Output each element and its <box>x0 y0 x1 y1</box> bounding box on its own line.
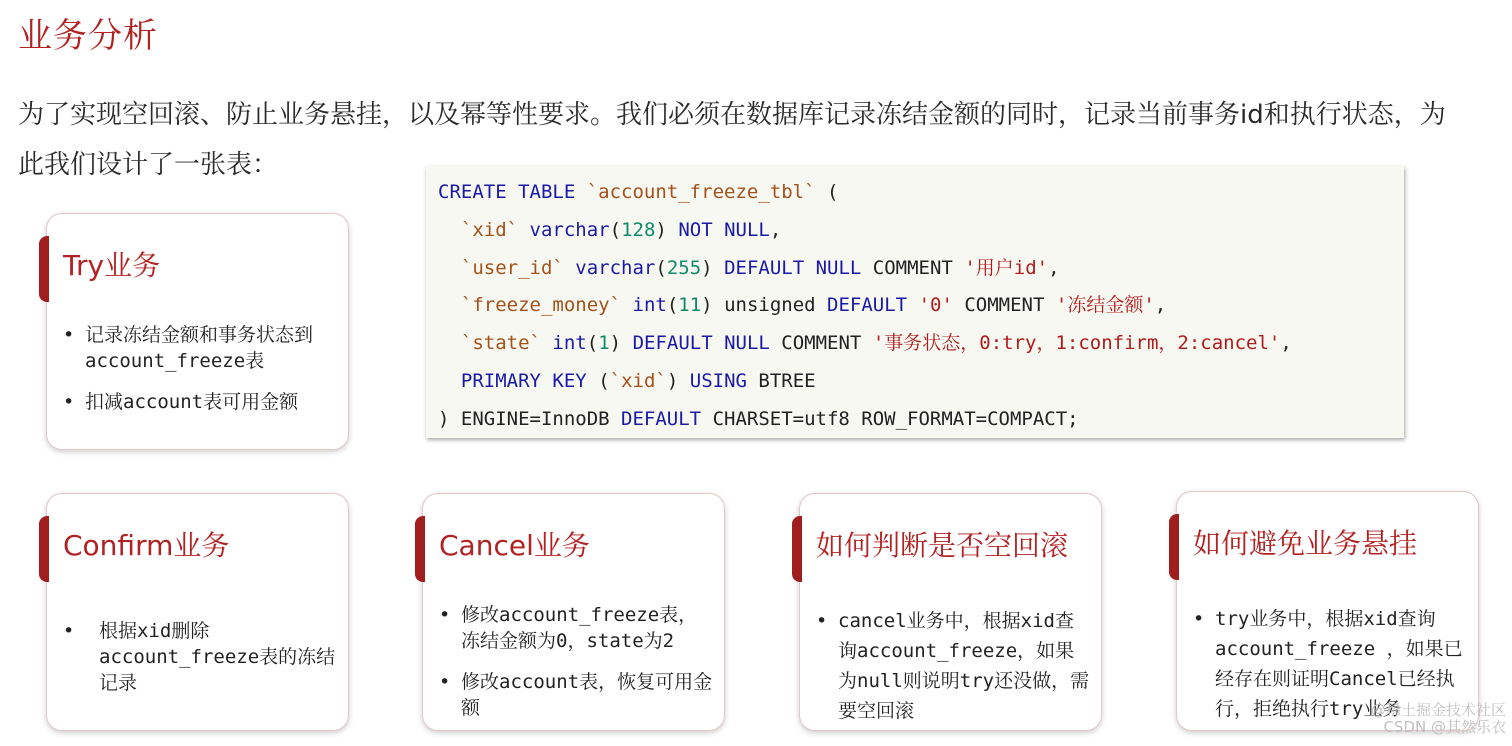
watermark-line-1: @稀土掘金技术社区 <box>1370 701 1506 719</box>
code-keyword: varchar <box>575 256 656 279</box>
code-identifier: `xid` <box>460 218 519 241</box>
card-accent-bar <box>39 236 49 302</box>
list-item: • 修改account_freeze表，冻结金额为0，state为2 <box>439 604 698 652</box>
code-number: 128 <box>621 218 656 241</box>
code-text: CHARSET=utf8 ROW_FORMAT=COMPACT; <box>712 407 1079 430</box>
card-confirm <box>46 493 349 731</box>
card-cancel <box>422 493 725 731</box>
code-text: COMMENT <box>964 294 1045 317</box>
code-line-2: `xid` varchar(128) NOT NULL, <box>460 218 782 241</box>
list-item: • 根据xid删除account_freeze表的冻结记录 <box>63 620 336 694</box>
card-title: 如何避免业务悬挂 <box>1193 527 1418 560</box>
card-list <box>814 606 1091 741</box>
card-title: 如何判断是否空回滚 <box>816 529 1069 562</box>
watermark-line-2: CSDN @其然乐衣 <box>1383 718 1506 736</box>
code-identifier: `state` <box>460 332 541 355</box>
code-line-4: `freeze_money` int(11) unsigned DEFAULT '0' COMMENT '冻结金额', <box>460 294 1167 317</box>
code-keyword: varchar <box>529 218 610 241</box>
page-title: 业务分析 <box>18 16 158 56</box>
code-keyword: DEFAULT <box>621 407 702 430</box>
code-identifier: `account_freeze_tbl` <box>586 181 816 203</box>
code-text: ) ENGINE=InnoDB <box>438 407 610 430</box>
code-keyword: NOT NULL <box>678 218 770 241</box>
code-keyword: USING <box>689 369 747 392</box>
card-list <box>437 602 714 736</box>
bullet-icon: • <box>439 604 451 626</box>
code-text: COMMENT <box>781 332 862 355</box>
code-text: COMMENT <box>872 256 953 279</box>
list-item: • 扣减account表可用金额 <box>63 391 299 413</box>
code-text: ( <box>815 181 839 203</box>
card-title: Cancel业务 <box>439 529 590 562</box>
code-text: BTREE <box>758 369 816 392</box>
code-keyword: PRIMARY KEY <box>460 369 587 392</box>
bullet-icon: • <box>816 610 828 632</box>
code-keyword: int <box>632 294 667 317</box>
code-keyword: DEFAULT NULL <box>632 332 770 355</box>
code-line-3: `user_id` varchar(255) DEFAULT NULL COMMENT '用户id', <box>460 256 1060 279</box>
bullet-icon: • <box>63 324 75 346</box>
card-accent-bar <box>1169 514 1179 580</box>
code-keyword: CREATE TABLE <box>438 181 576 203</box>
code-line-5: `state` int(1) DEFAULT NULL COMMENT '事务状态，0:try，1:confirm，2:cancel', <box>460 332 1292 355</box>
card-empty-rollback <box>799 493 1102 731</box>
bullet-icon: • <box>63 620 75 642</box>
bullet-icon: • <box>63 391 75 413</box>
code-number: 1 <box>598 332 610 355</box>
card-accent-bar <box>415 516 425 582</box>
code-identifier: `user_id` <box>460 256 564 279</box>
code-number: 255 <box>666 256 702 279</box>
list-item: • 记录冻结金额和事务状态到account_freeze表 <box>63 324 314 372</box>
code-text: unsigned <box>724 294 816 317</box>
bullet-icon: • <box>1193 608 1205 630</box>
code-keyword: DEFAULT <box>827 294 908 317</box>
code-keyword: DEFAULT NULL <box>724 256 862 279</box>
list-item: • 修改account表，恢复可用金额 <box>439 671 713 719</box>
code-line-1 <box>438 174 1404 212</box>
list-item: • cancel业务中，根据xid查询account_freeze，如果为null则说明try还没做，需要空回滚 <box>814 606 1091 726</box>
code-line-7 <box>438 401 1404 439</box>
card-list <box>61 618 338 711</box>
card-try <box>46 213 349 450</box>
sql-code-block <box>426 166 1404 438</box>
card-title: Confirm业务 <box>63 529 230 562</box>
card-accent-bar <box>792 516 802 582</box>
code-string: '0' <box>918 294 953 317</box>
code-identifier: `xid` <box>609 369 667 392</box>
code-string: '用户id' <box>964 256 1049 279</box>
code-number: 11 <box>678 294 702 317</box>
card-accent-bar <box>39 516 49 582</box>
code-identifier: `freeze_money` <box>460 294 622 317</box>
card-list <box>61 322 338 430</box>
intro-paragraph: 为了实现空回滚、防止业务悬挂，以及幂等性要求。我们必须在数据库记录冻结金额的同时，记录当前事务id和执行状态，为此我们设计了一张表： <box>18 100 1446 180</box>
card-avoid-suspension <box>1176 491 1479 731</box>
code-string: '冻结金额' <box>1055 294 1155 317</box>
watermark <box>1346 702 1506 736</box>
list-item: • try业务中，根据xid查询account_freeze ，如果已经存在则证明Cancel已经执行，拒绝执行try业务 <box>1191 604 1468 724</box>
bullet-icon: • <box>439 671 451 693</box>
card-title: Try业务 <box>63 249 161 282</box>
code-line-6: PRIMARY KEY (`xid`) USING BTREE <box>460 369 816 392</box>
code-string: '事务状态，0:try，1:confirm，2:cancel' <box>872 332 1281 355</box>
code-keyword: int <box>552 332 587 355</box>
